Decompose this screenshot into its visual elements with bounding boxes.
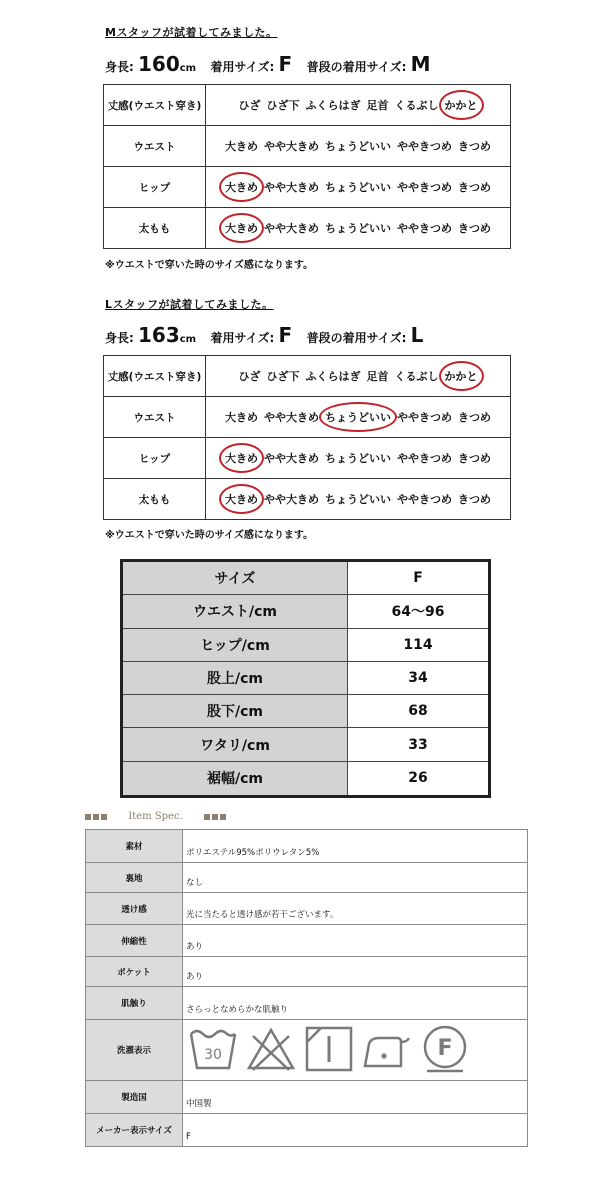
m-staff-note: ※ウエストで穿いた時のサイズ感になります。: [105, 260, 314, 271]
usual-size-label: 普段の着用サイズ:: [306, 331, 407, 345]
fit-option: 大きめ: [225, 140, 258, 153]
l-staff-fit-table: [103, 355, 511, 520]
fit-row: [104, 479, 511, 520]
fit-option: やや大きめ: [264, 493, 319, 506]
care-symbols: [183, 1020, 527, 1080]
no-bleach-icon: [245, 1024, 297, 1074]
fit-option: ややきつめ: [397, 452, 452, 465]
spec-value: F: [183, 1114, 528, 1147]
size-value: 114: [348, 629, 488, 662]
fit-row-options: [206, 126, 511, 167]
size-row: [123, 695, 488, 728]
fit-option: ちょうどいい: [325, 181, 391, 194]
m-staff-fit-table: [103, 84, 511, 249]
fit-option: ひざ: [238, 99, 261, 112]
fit-option: きつめ: [458, 140, 491, 153]
fit-option-selected: 大きめ: [225, 493, 258, 506]
item-spec-title: [85, 811, 228, 822]
fit-option: ひざ下: [266, 99, 300, 112]
item-spec-label: Item Spec.: [128, 811, 183, 822]
line-dry-icon: [303, 1024, 355, 1074]
m-staff-heading: Mスタッフが試着してみました。: [105, 26, 278, 39]
fit-option: やや大きめ: [264, 140, 319, 153]
l-staff-stats: [105, 323, 423, 347]
spec-key: 洗濯表示: [86, 1020, 183, 1081]
fit-option: くるぶし: [394, 370, 439, 383]
size-value: 68: [348, 695, 488, 728]
fit-option: ちょうどいい: [325, 222, 391, 235]
fit-option: 足首: [366, 99, 389, 112]
wash-30-icon: [187, 1024, 239, 1074]
spec-row: [86, 893, 528, 925]
l-staff-note: ※ウエストで穿いた時のサイズ感になります。: [105, 530, 314, 541]
height-value: 163: [138, 323, 180, 347]
size-table: [120, 559, 491, 798]
fit-option: きつめ: [458, 222, 491, 235]
wear-size-label: 着用サイズ:: [210, 60, 275, 74]
fit-row-label: 太もも: [104, 479, 206, 520]
wear-size-value: F: [278, 52, 293, 76]
fit-row-options: [206, 479, 511, 520]
fit-option: きつめ: [458, 411, 491, 424]
fit-option: やや大きめ: [264, 452, 319, 465]
size-key: ウエスト/cm: [123, 595, 348, 628]
usual-size-value: M: [410, 52, 431, 76]
fit-option: ちょうどいい: [325, 452, 391, 465]
fit-row: [104, 356, 511, 397]
fit-option: きつめ: [458, 181, 491, 194]
wear-size-value: F: [278, 323, 293, 347]
usual-size-label: 普段の着用サイズ:: [306, 60, 407, 74]
fit-option: やや大きめ: [264, 222, 319, 235]
fit-option: やや大きめ: [264, 181, 319, 194]
size-value: 33: [348, 728, 488, 761]
dry-clean-f-icon: [419, 1024, 471, 1074]
fit-option: ひざ下: [266, 370, 300, 383]
size-value: 34: [348, 662, 488, 695]
fit-option-selected: ちょうどいい: [325, 411, 391, 424]
fit-option: ちょうどいい: [325, 140, 391, 153]
fit-option-selected: 大きめ: [225, 181, 258, 194]
size-key: ヒップ/cm: [123, 629, 348, 662]
spec-value: あり: [183, 957, 528, 987]
size-key: 股上/cm: [123, 662, 348, 695]
fit-row: [104, 126, 511, 167]
spec-key: メーカー表示サイズ: [86, 1114, 183, 1147]
size-value: 26: [348, 762, 488, 795]
spec-row: [86, 987, 528, 1020]
size-row: [123, 562, 488, 595]
fit-option: きつめ: [458, 493, 491, 506]
spec-value: さらっとなめらかな肌触り: [183, 987, 528, 1020]
spec-key: 製造国: [86, 1081, 183, 1114]
fit-option: やや大きめ: [264, 411, 319, 424]
spec-value: ポリエステル95%ポリウレタン5%: [183, 830, 528, 863]
size-key: サイズ: [123, 562, 348, 595]
size-row: [123, 595, 488, 628]
fit-row: [104, 85, 511, 126]
fit-row-label: ヒップ: [104, 167, 206, 208]
size-value: F: [348, 562, 488, 595]
size-key: 裾幅/cm: [123, 762, 348, 795]
fit-option: 足首: [366, 370, 389, 383]
item-spec-table: [85, 829, 528, 1147]
spec-row: [86, 1081, 528, 1114]
spec-value: なし: [183, 863, 528, 893]
fit-option-selected: かかと: [444, 99, 478, 112]
height-unit: cm: [179, 334, 197, 345]
fit-option: くるぶし: [394, 99, 439, 112]
iron-low-icon: [361, 1024, 413, 1074]
fit-option: ややきつめ: [397, 411, 452, 424]
fit-row-label: ウエスト: [104, 126, 206, 167]
size-row: [123, 662, 488, 695]
size-row: [123, 629, 488, 662]
size-key: ワタリ/cm: [123, 728, 348, 761]
fit-row-label: 丈感(ウエスト穿き): [104, 356, 206, 397]
fit-row-options: [206, 85, 511, 126]
spec-row: [86, 925, 528, 957]
fit-row-label: 太もも: [104, 208, 206, 249]
fit-option: きつめ: [458, 452, 491, 465]
usual-size-value: L: [410, 323, 424, 347]
fit-row-label: 丈感(ウエスト穿き): [104, 85, 206, 126]
spec-value: 中国製: [183, 1081, 528, 1114]
spec-row: [86, 830, 528, 863]
fit-option: ややきつめ: [397, 222, 452, 235]
spec-key: 裏地: [86, 863, 183, 893]
spec-row: [86, 1114, 528, 1147]
size-value: 64〜96: [348, 595, 488, 628]
spec-value: 光に当たると透け感が若干ございます。: [183, 893, 528, 925]
fit-row: [104, 208, 511, 249]
fit-row-options: [206, 167, 511, 208]
spec-key: 伸縮性: [86, 925, 183, 957]
fit-option: 大きめ: [225, 411, 258, 424]
spec-key: ポケット: [86, 957, 183, 987]
fit-option: ひざ: [238, 370, 261, 383]
size-row: [123, 728, 488, 761]
size-key: 股下/cm: [123, 695, 348, 728]
spec-value: [183, 1020, 528, 1081]
height-unit: cm: [179, 63, 197, 74]
m-staff-stats: [105, 52, 431, 76]
height-value: 160: [138, 52, 180, 76]
fit-option: ちょうどいい: [325, 493, 391, 506]
fit-row: [104, 438, 511, 479]
fit-row: [104, 397, 511, 438]
fit-row-options: [206, 397, 511, 438]
height-label: 身長:: [105, 331, 134, 345]
svg-text:F: F: [437, 1036, 453, 1061]
spec-key: 透け感: [86, 893, 183, 925]
fit-option-selected: 大きめ: [225, 452, 258, 465]
fit-option-selected: 大きめ: [225, 222, 258, 235]
fit-row-label: ウエスト: [104, 397, 206, 438]
fit-option-selected: かかと: [444, 370, 478, 383]
spec-row: [86, 863, 528, 893]
svg-text:30: 30: [204, 1047, 222, 1063]
spec-key: 素材: [86, 830, 183, 863]
fit-row: [104, 167, 511, 208]
wear-size-label: 着用サイズ:: [210, 331, 275, 345]
height-label: 身長:: [105, 60, 134, 74]
size-row: [123, 762, 488, 795]
l-staff-heading: Lスタッフが試着してみました。: [105, 298, 274, 311]
fit-option: ふくらはぎ: [305, 99, 361, 112]
fit-option: ややきつめ: [397, 493, 452, 506]
fit-option: ややきつめ: [397, 140, 452, 153]
spec-row: [86, 957, 528, 987]
spec-value: あり: [183, 925, 528, 957]
fit-row-label: ヒップ: [104, 438, 206, 479]
spec-key: 肌触り: [86, 987, 183, 1020]
fit-row-options: [206, 356, 511, 397]
fit-option: ふくらはぎ: [305, 370, 361, 383]
fit-row-options: [206, 208, 511, 249]
fit-option: ややきつめ: [397, 181, 452, 194]
fit-row-options: [206, 438, 511, 479]
spec-row: [86, 1020, 528, 1081]
